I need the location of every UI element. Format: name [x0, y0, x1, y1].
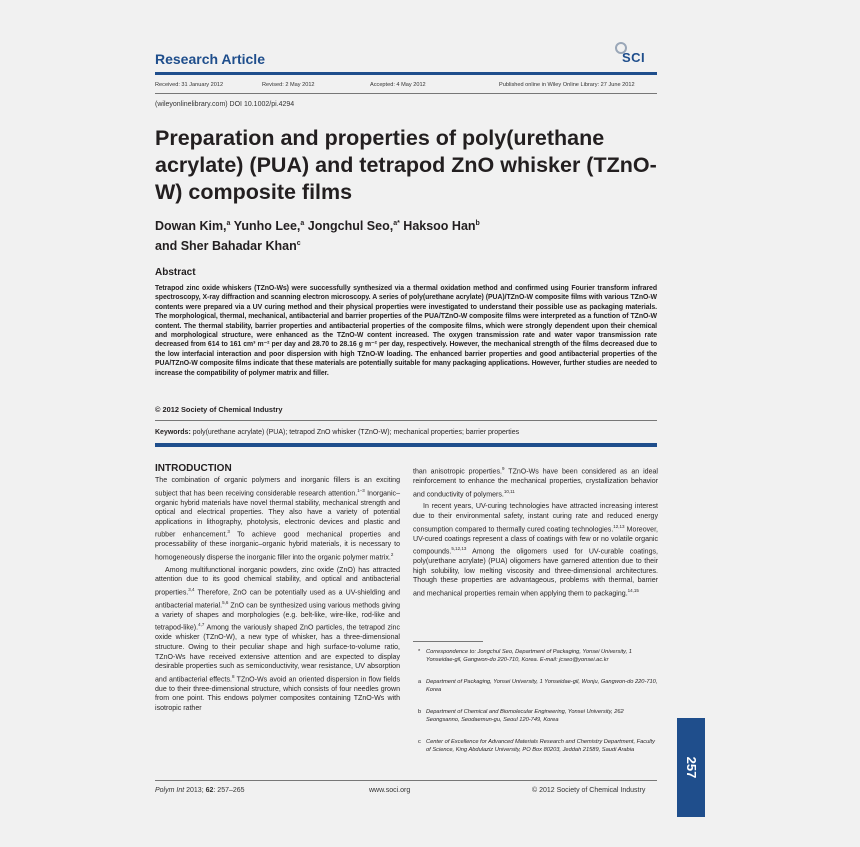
abstract-body: Tetrapod zinc oxide whiskers (TZnO-Ws) were successfully synthesized via a thermal oxidation method and confirmed using Fourier transform infrared spectroscopy, X-ray diffraction and scanning electron microscopy. A series of poly(urethane acrylate) (PUA)/TZnO-W composite films with various TZnO-W contents were prepared via a UV curing method and their physical properties were investigated to understand their possible use as packaging materials. The morphological, thermal, mechanical, antibacterial and barrier properties of the PUA/TZnO-W composite films were interpreted as a function of TZnO-W content. The thermal stability, barrier properties and antibacterial properties of the composite films, which were strongly dependent upon their chemical and morphological structure, were enhanced as the TZnO-W content increased. The oxygen transmission rate and water vapor transmission rate decreased from 614 to 161 cm³ m⁻² per day and 28.70 to 28.16 g m⁻² per day, respectively. However, the mechanical strength of the films decreased due to the low interfacial interaction and poor dispersion with high TZnO-W loading. The enhanced barrier properties and good antibacterial properties of the PUA/TZnO-W composite films indicate that these materials are potentially suitable for many packaging applications. However, further studies are needed to increase the compatibility of polymer matrix and filler.	[155, 285, 657, 377]
body-column-left	[155, 476, 400, 713]
paragraph: Among multifunctional inorganic powders, zinc oxide (ZnO) has attracted attention due to its good chemical stability, and optical and antibacterial properties.$^{3,4}$ Therefore, ZnO can be potentially used as a UV-shielding and antibacterial material.$^{5,6}$ ZnO can be synthesized using various methods giving a variety of shapes and morphologies (e.g. belt-like, wire-like, rod-like and tetrapod-like).$^{4,7}$ Among the variously shaped ZnO particles, the tetrapod zinc oxide whisker (TZnO-W), a new type of whisker, has a three-dimensional structure. Owing to their peculiar shape and high surface-to-volume ratio, TZnO-Ws have received extensive attention and are expected to display desirable properties such as semiconductivity, wear resistance, UV absorption and antibacterial effects.$^8$ TZnO-Ws avoid an oriented dispersion in flow fields due to their three-dimensional structure, which consists of four needles grown from one point. This endows polymer composites containing TZnO-Ws with isotropic rather	[155, 566, 400, 712]
author-name: Haksoo Han	[399, 219, 476, 234]
header-rule	[155, 72, 657, 75]
keywords-text: poly(urethane acrylate) (PUA); tetrapod ZnO whisker (TZnO-W); mechanical properties; barrier properties	[190, 429, 520, 436]
abstract-heading: Abstract	[155, 267, 196, 278]
dates-divider	[155, 93, 657, 94]
accepted-date: Accepted: 4 May 2012	[370, 82, 426, 88]
page-number: 257	[684, 756, 699, 779]
sci-logo	[614, 41, 662, 67]
section-rule	[155, 443, 657, 447]
article-title: Preparation and properties of poly(urethane acrylate) (PUA) and tetrapod ZnO whisker (TZnO-W) composite films	[155, 126, 657, 204]
body-column-right	[413, 464, 658, 599]
author-list	[155, 215, 675, 255]
footnote-affiliation-a: a Department of Packaging, Yonsei University, 1 Yonseidae-gil, Wonju, Gangwon-do 220-710, Korea	[418, 679, 658, 693]
footer-copyright: © 2012 Society of Chemical Industry	[532, 787, 646, 794]
keywords-line	[155, 429, 519, 436]
footnote-affiliation-c: c Center of Excellence for Advanced Materials Research and Chemistry Department, Faculty of Science, King Abdulaziz University, PO Box 80203, Jeddah 21589, Saudi Arabia	[418, 739, 655, 753]
introduction-heading: INTRODUCTION	[155, 463, 232, 474]
keywords-label: Keywords:	[155, 429, 191, 436]
published-date: Published online in Wiley Online Library: 27 June 2012	[499, 82, 635, 88]
affiliation-mark: a*	[393, 220, 400, 227]
paragraph: In recent years, UV-curing technologies have attracted increasing interest due to their environmental safety, instant curing rate and reduced energy consumption compared to thermally cured coating technologies.$^{12,13}$ Moreover, UV-cured coatings represent a class of coatings with few or no volatile organic compounds.$^{5,12,13}$ Among the oligomers used for UV-curable coatings, poly(urethane acrylate) (PUA) oligomers have garnered attention due to their high solubility, low melting viscosity and three-dimensional architectures. Though these properties are advantageous, problems with thermal, barrier and mechanical properties remain when applying them to packaging.$^{14,15}$	[413, 503, 658, 598]
author-name: Yunho Lee,	[230, 219, 301, 234]
footer-website-link[interactable]: www.soci.org	[369, 787, 411, 794]
author-name: Dowan Kim,	[155, 219, 227, 234]
revised-date: Revised: 2 May 2012	[262, 82, 315, 88]
footnote-correspondence: * Correspondence to: Jongchul Seo, Department of Packaging, Yonsei University, 1 Yonseidae-gil, Gangwon-do 220-710, Korea. E-mail: jcseo@yonsei.ac.kr	[418, 649, 632, 663]
author-name: Jongchul Seo,	[304, 219, 394, 234]
footnote-rule	[413, 641, 483, 642]
paragraph: The combination of organic polymers and inorganic fillers is an exciting subject that has been receiving considerable research attention.$^{1-3}$ Inorganic–organic hybrid materials have novel thermal stability, mechanical strength and optical and electrical properties. They also have a variety of potential applications in lithography, photolysis, electronic devices and plastic and rubber enhancement.$^3$ To achieve good mechanical properties and processability of these inorganic–organic hybrid materials, it is necessary to homogeneously disperse the inorganic filler into the organic polymer matrix.$^2$	[155, 477, 401, 562]
abstract-copyright: © 2012 Society of Chemical Industry	[155, 405, 283, 414]
article-type-label: Research Article	[155, 51, 265, 67]
received-date: Received: 31 January 2012	[155, 82, 224, 88]
footer-citation: Polym Int 2013; 62: 257–265	[155, 787, 245, 794]
paragraph: than anisotropic properties.$^9$ TZnO-Ws have been considered as an ideal reinforcement to enhance the mechanical properties, crystallization behavior and conductivity of polymers.$^{10,11}$	[413, 466, 658, 498]
affiliation-mark: a	[226, 220, 231, 227]
affiliation-mark: c	[296, 240, 301, 248]
affiliation-mark: b	[475, 220, 480, 227]
footnote-affiliation-b: b Department of Chemical and Biomolecular Engineering, Yonsei University, 262 Seongsanno, Seodaemun-gu, Seoul 120-749, Korea	[418, 709, 624, 723]
footer-rule	[155, 780, 657, 781]
logo-text: SCI	[622, 50, 646, 65]
doi-line: (wileyonlinelibrary.com) DOI 10.1002/pi.4294	[155, 101, 295, 108]
author-name: and Sher Bahadar Khan	[155, 239, 297, 254]
affiliation-mark: a	[300, 220, 305, 227]
abstract-divider	[155, 420, 657, 421]
page-number-tab	[677, 718, 705, 817]
